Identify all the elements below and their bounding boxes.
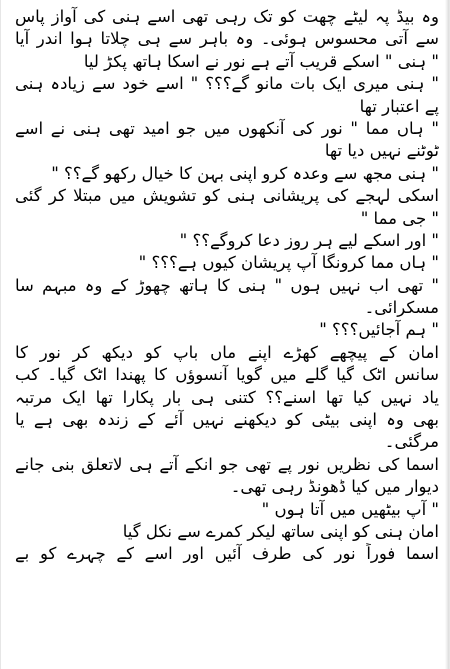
text-line: " ہنی " اسکے قریب آتے ہے نور نے اسکا ہاتھ پکڑ لیا <box>83 51 439 71</box>
text-line: امان ہنی کو اپنی ساتھ لیکر کمرے سے نکل گیا <box>122 521 439 541</box>
page-edge <box>445 0 449 669</box>
text-line: اسما فوراً نور کی طرف آئیں اور اسے کے چہرے کو بے <box>15 544 439 564</box>
text-line: " ہنی میری ایک بات مانو گے؟؟؟ " اسے خود سے زیادہ ہنی <box>15 74 439 94</box>
text-line: اسما کی نظریں نور پے تھی جو انکے آتے ہی لاتعلق بنی جانے <box>15 454 439 474</box>
text-line: " جی مما " <box>360 208 439 228</box>
text-line: سانس اٹک گیا گلے میں گویا آنسوؤں کا پھندا اٹک گیا۔ کب <box>15 365 439 385</box>
text-line: دیوار میں کیا ڈھونڈ رہی تھی۔ <box>230 477 439 497</box>
text-line: پے اعتبار تھا <box>359 96 439 116</box>
text-line: " ہنی مجھ سے وعدہ کرو اپنی بہن کا خیال رکھو گے؟؟ " <box>51 163 439 183</box>
text-line: " ہاں مما " نور کی آنکھوں میں جو امید تھی ہنی نے اسے <box>15 118 439 138</box>
text-line: " ہاں مما کرونگا آپ پریشان کیوں ہے؟؟؟ " <box>138 253 439 273</box>
text-line: یاد نہیں کیا تھا اسنے؟؟ کتنی ہی بار پکارا تھا ایک مرتبہ <box>15 387 439 407</box>
text-line: " ہم آجائیں؟؟؟ " <box>319 320 439 340</box>
text-line: امان کے پیچھے کھڑے اپنے ماں باپ کو دیکھ کر نور کا <box>15 342 439 362</box>
text-line: مسکرائی۔ <box>364 298 439 318</box>
text-line: اسکی لہجے کی پریشانی ہنی کو تشویش میں مبتلا کر گئی <box>15 186 439 206</box>
text-line: " آپ بیٹھیں میں آتا ہوں " <box>261 499 439 519</box>
text-line: مرگئی۔ <box>384 432 439 452</box>
text-line: وہ بیڈ پہ لیٹے چھت کو تک رہی تھی اسے ہنی کی آواز پاس <box>15 7 439 26</box>
text-line: " اور اسکے لیے ہر روز دعا کروگے؟؟ " <box>179 230 439 250</box>
story-text <box>15 6 439 566</box>
text-line: سے آتی محسوس ہوئی۔ وہ باہر سے ہی چلاتا ہوا اندر آیا <box>15 29 439 49</box>
text-line: ٹوٹنے نہیں دیا تھا <box>324 141 439 161</box>
text-line: " تھی اب نہیں ہوں " ہنی کا ہاتھ چھوڑ کے وہ مبہم سا <box>15 275 439 295</box>
text-line: بھی وہ اپنی بیٹی کو دیکھنے نہیں آئے کے زندہ بھی ہے یا <box>15 410 439 430</box>
